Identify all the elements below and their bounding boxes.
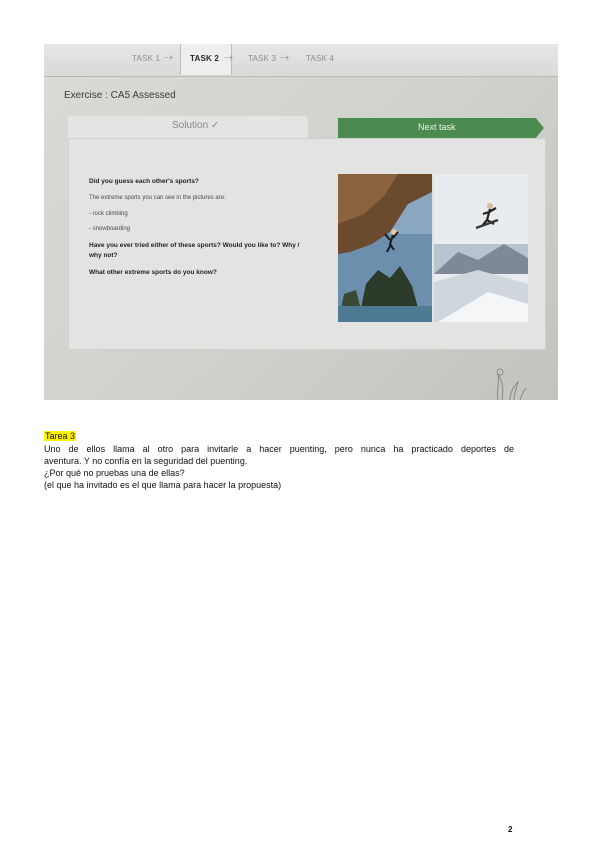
rock-climbing-picture xyxy=(338,174,432,322)
plant-doodle-icon xyxy=(490,362,530,400)
sport-item-snowboarding: - snowboarding xyxy=(89,226,131,232)
step-arrow-icon: ⇢ xyxy=(280,52,290,64)
intro-text: The extreme sports you can see in the pictures are: xyxy=(89,195,226,201)
step-task-2[interactable]: TASK 2 xyxy=(190,54,220,63)
question-other-sports: What other extreme sports do you know? xyxy=(89,269,217,276)
exercise-title: Exercise : CA5 Assessed xyxy=(64,90,176,101)
question-guess: Did you guess each other's sports? xyxy=(89,178,199,185)
step-task-4[interactable]: TASK 4 xyxy=(306,54,335,63)
sports-pictures xyxy=(338,174,528,322)
step-task-3[interactable]: TASK 3 xyxy=(248,54,277,63)
next-task-label: Next task xyxy=(418,122,456,132)
sport-item-climbing: - rock climbing xyxy=(89,211,128,217)
task-text-line-4: (el que ha invitado es el que llama para hacer la propuesta) xyxy=(44,480,282,490)
exercise-screen-photo xyxy=(44,44,558,400)
solution-label: Solution ✓ xyxy=(172,120,220,131)
question-tried-line2: why not? xyxy=(89,252,118,259)
task-text-line-1: Uno de ellos llama al otro para invitarle a hacer puenting, pero nunca ha practicado deportes de xyxy=(44,444,514,454)
task-text-line-3: ¿Por qué no pruebas una de ellas? xyxy=(44,468,185,478)
task-heading: Tarea 3 xyxy=(45,431,76,441)
snowboarding-picture xyxy=(434,174,528,322)
question-tried-line1: Have you ever tried either of these sports? Would you like to? Why / xyxy=(89,242,300,249)
step-task-1[interactable]: TASK 1 xyxy=(132,54,161,63)
step-arrow-icon: ⇢ xyxy=(164,52,174,64)
page-number: 2 xyxy=(508,825,513,834)
task-stepper xyxy=(44,44,558,77)
task-text-line-2: aventura. Y no confía en la seguridad del puenting. xyxy=(44,456,248,466)
step-arrow-icon: ⇢ xyxy=(224,52,234,64)
